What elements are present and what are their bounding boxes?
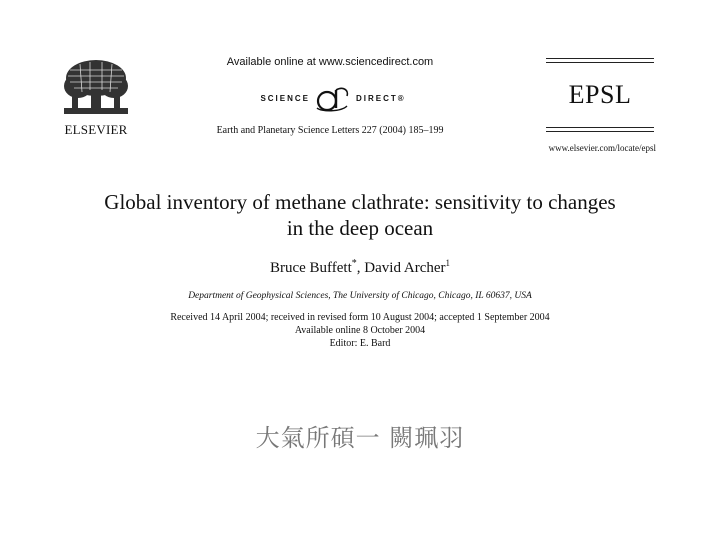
journal-abbrev: EPSL — [568, 80, 632, 109]
epsl-rule-top-2 — [546, 62, 654, 63]
author-separator: , — [356, 260, 365, 276]
sciencedirect-d-icon — [311, 86, 351, 112]
journal-citation: Earth and Planetary Science Letters 227 (2004) 185–199 — [216, 125, 444, 136]
publisher-name: ELSEVIER — [64, 122, 128, 137]
sciencedirect-logo — [180, 86, 480, 112]
presenter-name: 大氣所碩一 闕珮羽 — [255, 424, 465, 452]
epsl-rule-bottom-2 — [546, 131, 654, 132]
journal-url: www.elsevier.com/locate/epsl — [548, 143, 656, 153]
affiliation: Department of Geophysical Sciences, The University of Chicago, Chicago, IL 60637, USA — [188, 291, 532, 301]
editor: Editor: E. Bard — [329, 338, 391, 349]
author-2: David Archer — [364, 260, 446, 276]
sciencedirect-left-text: SCIENCE — [260, 94, 310, 103]
received-dates: Received 14 April 2004; received in revised form 10 August 2004; accepted 1 September 2004 — [170, 312, 550, 323]
epsl-rule-top-1 — [546, 58, 654, 59]
author-list — [40, 258, 680, 277]
available-online-text: Available online at www.sciencedirect.com — [226, 56, 434, 68]
epsl-rule-bottom-1 — [546, 127, 654, 128]
article-title-line-1: Global inventory of methane clathrate: sensitivity to changes — [104, 190, 616, 214]
article-title-line-2: in the deep ocean — [286, 216, 434, 240]
author-1: Bruce Buffett — [269, 260, 352, 276]
available-online-date: Available online 8 October 2004 — [294, 325, 426, 336]
elsevier-tree-logo — [60, 56, 132, 118]
author-2-mark: 1 — [445, 258, 450, 268]
sciencedirect-right-text: DIRECT® — [356, 94, 406, 103]
author-1-mark: * — [351, 258, 357, 269]
